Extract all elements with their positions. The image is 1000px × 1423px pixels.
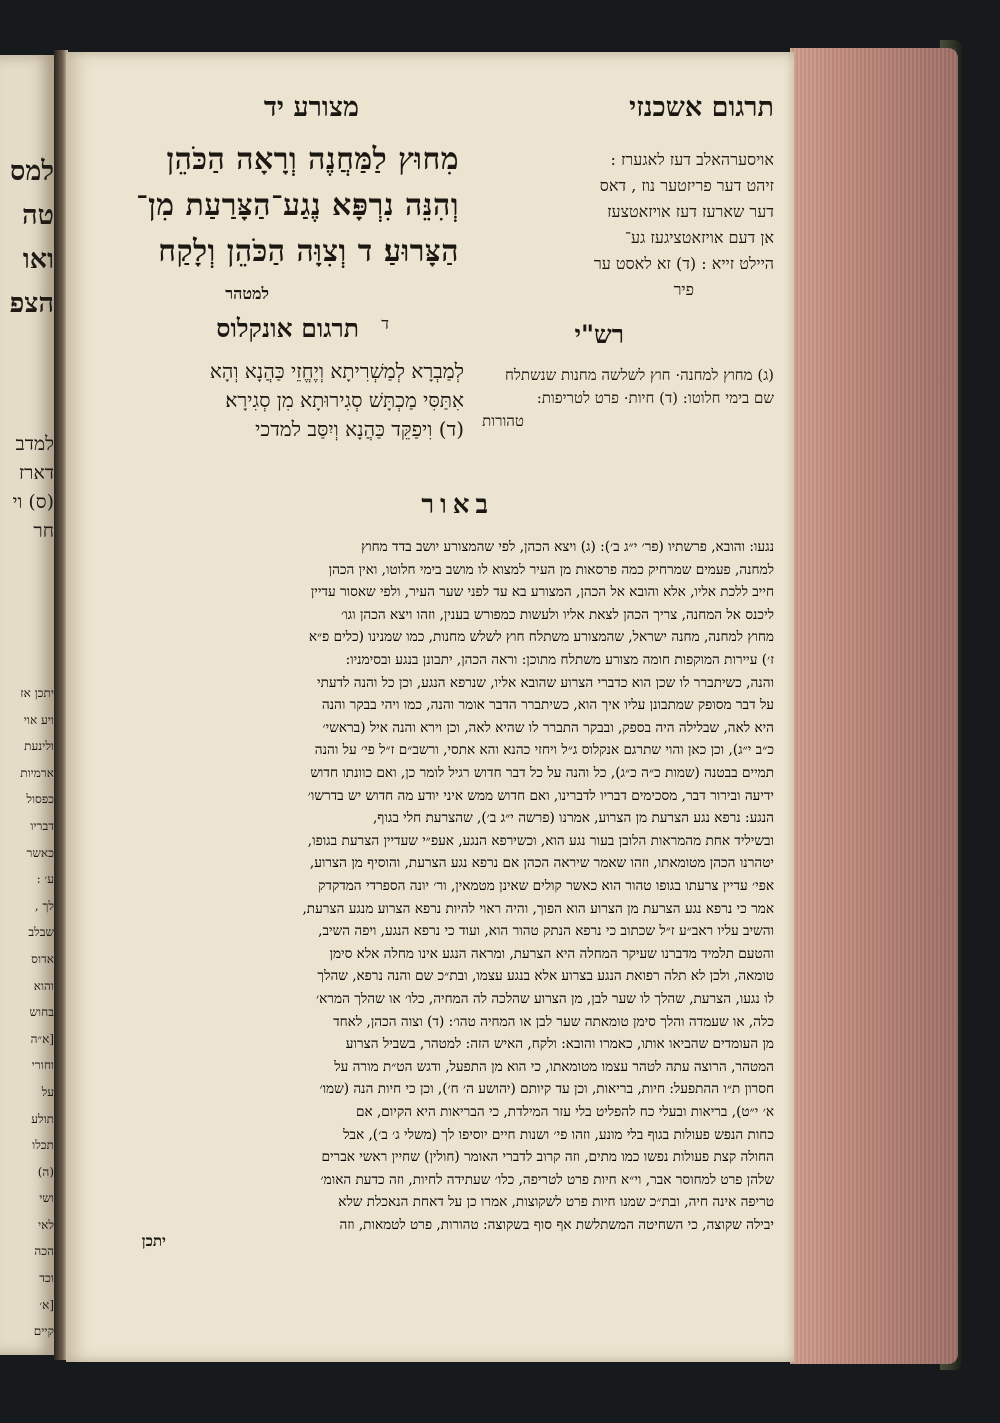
- biur-line: יטהרנו הכהן מטומאתו, וזהו שאמר שיראה הכהן אם נרפא נגע הצרעת, והוסיף מן הצרוע,: [309, 855, 774, 872]
- left-page-line: חר: [33, 520, 54, 542]
- rashi-title: רש"י: [574, 320, 624, 349]
- biur-line: יבילה שקוצה, כי השחיטה המשתלשת אף סוף בשקוצה: טהורות, פרט לטמאות, וזה: [339, 1217, 774, 1233]
- biur-line: תמיים בבטנה (שמות כ״ה כ״ג), כל והנה על כל דבר חדוש רגיל לומר כן, ואם כוונתו חדוש: [310, 765, 774, 781]
- left-page-line: קיים: [33, 1324, 54, 1339]
- yiddish-line: זיהט דער פריזטער נוז , דאס: [599, 176, 774, 195]
- biur-line: מחוץ למחנה, מחנה ישראל, שהמצורע משתלח חוץ לשלש מחנות, כמו שמנינו (כלים פ״א: [308, 629, 774, 646]
- biur-line: על דבר מסופק שמתבונן עליו איך הוא, כשיתברר הדבר אומר והנה, כמו ויהי בבקר והנה: [321, 697, 774, 714]
- left-page-line: שבלב: [28, 925, 54, 940]
- yiddish-line: אויסערהאלב דעז לאגערז :: [610, 150, 774, 169]
- left-page-line: ויע אוי: [23, 712, 54, 727]
- rashi-line: שם בימי חלוטו: (ד) חיות· פרט לטריפות:: [536, 389, 774, 407]
- left-page-line: למדב: [15, 433, 54, 455]
- onkelos-marker: ד: [381, 314, 389, 333]
- biur-line: והשיב עליו ראב״ע ז״ל שכתוב כי נרפא הנתק טהור הוא, ועוד כי נרפא הנגע, ויפה השיב,: [318, 923, 774, 940]
- left-page: [0, 55, 56, 1355]
- left-page-line: וכד: [39, 1271, 54, 1286]
- left-page-line: כפסול: [26, 792, 54, 807]
- onkelos-text: [66, 357, 464, 444]
- biur-line: א׳ י״ט), בריאות ובעלי כח להפליט בלי עזר המילדת, כי הבריאות היא הקיום, אם: [356, 1104, 774, 1120]
- biur-line: כלה, או שעמדה והלך סימן טומאתה שער לבן או המחיה טהו׳: (ד) וצוה הכהן, לאחד: [333, 1013, 774, 1030]
- yiddish-line: היילט זייא : (ד) זא לאסט ער: [593, 254, 774, 273]
- left-page-line: לאי: [38, 1217, 54, 1232]
- yiddish-line: פיר: [673, 280, 694, 299]
- left-page-line: והוא: [33, 978, 54, 993]
- left-page-line: ארמיות: [20, 765, 54, 780]
- biur-line: למחנה, פעמים שמרחיק כמה פרסאות מן העיר למצוא לו מושב בימי חלוטו, ואין הכהן: [328, 561, 774, 578]
- left-page-line: [א״ה: [30, 1031, 54, 1046]
- left-page-line: לך ,: [34, 898, 54, 913]
- verse-catchword: למטהר: [225, 284, 269, 303]
- biur-line: אמר כי נרפא נגע הצרעת מן הצרוע הוא הפוך, והיה ראוי להיות נרפא הצרוע מנגע הצרעת,: [302, 900, 774, 917]
- right-page: [66, 52, 794, 1362]
- biur-line: נגעו: והובא, פרשתיו (פר׳ י״ג ב׳): (ג) ויצא הכהן, לפי שהמצורע יושב בדד מחוץ: [361, 539, 774, 555]
- left-page-commentary-fragment: [2, 680, 54, 1345]
- biur-line: כחות הנפש פעולות בגוף בלי מונע, וזהו פי׳ ושנות חיים יוסיפו לך (משלי ג׳ ב׳), אבל: [343, 1126, 774, 1143]
- biur-line: המטהר, הרוצה עתה לטהר עצמו מטומאתו, כי הוא מן התפעל, ודגש הט״ת מורה על: [334, 1058, 774, 1075]
- left-page-line: ושי: [39, 1191, 54, 1206]
- verse-line: הַצָּרוּעַ׃ ד וְצִוָּה הַכֹּהֵן וְלָקַח: [158, 234, 459, 269]
- biur-line: טריפה אינה חיה, ובת״כ שמנו חיות פרט לשקוצות, אמרו כן על דאחת הנאכלת שלא: [338, 1194, 774, 1211]
- left-page-line: (ס) וי: [12, 491, 54, 513]
- left-page-line: (ה): [37, 1164, 54, 1179]
- header-right-title: תרגום אשכנזי: [629, 92, 774, 123]
- yiddish-line: אן דעם אויזאטציגעז גע־: [624, 228, 774, 247]
- left-page-line: טה: [22, 200, 54, 231]
- biur-line: החולה קצת פעולות נפשו כמו מתים, וזה קרוב לדברי האומר (חולין) שחיין ראשי אברים: [321, 1149, 774, 1166]
- biur-line: שלהן פרט למחוסר אבר, וי״א חיות פרט לטריפה, כלו׳ שעתידה לחיות, וזה כדעת האומ׳: [320, 1171, 774, 1188]
- biur-line: כ״ב י״ג), וכן כאן והוי שתרגם אנקלוס ג״ל ויחזי כהנא והא אתסי, ורשב״ם ז״ל פי׳ על והנה: [314, 742, 774, 759]
- left-page-line: וחורי: [31, 1058, 54, 1073]
- left-page-line: דארז: [18, 462, 54, 484]
- rashi-line: (ג) מחוץ למחנה· חוץ לשלשה מחנות שנשתלח: [505, 366, 774, 384]
- left-page-verse-fragment: [2, 150, 54, 326]
- biur-line: ידיעה ובירור דבר, מסכימים דבריו לדברינו, ואם חדוש ממש איני יודע מה חדוש יש בדרשו׳: [307, 787, 774, 804]
- yiddish-translation: [474, 147, 774, 303]
- rashi-text: [464, 364, 774, 433]
- left-page-line: ואו: [22, 244, 54, 275]
- biur-line: חייב ללכת אליו, אלא והובא אל הכהן, המצורע בא עד לפני שער העיר, ולפי שאסור עדיין: [310, 584, 774, 601]
- biur-title: באור: [421, 490, 494, 520]
- biur-line: היא לאה, שבלילה היה בספק, ובבקר התברר לו שהיא לאה, וכן וירא והנה איל (בראשי׳: [322, 719, 774, 736]
- verse-line: וְהִנֵּה נִרְפָּא נֶגַע־הַצָּרַעַת מִן־: [136, 188, 459, 223]
- left-page-line: תכלו: [32, 1138, 54, 1153]
- left-page-onkelos-fragment: [2, 430, 54, 546]
- header-left-title: מצורע יד: [263, 92, 359, 123]
- left-page-line: ע׳ :: [36, 872, 54, 887]
- biur-line: והנה, כשיתברר לו שכן הוא כדברי הצרוע שהובא אליו, שנרפא הנגע, וכן כל והנה לדעתי: [317, 674, 774, 691]
- left-page-line: הכה: [34, 1244, 54, 1259]
- page-fore-edge: [790, 48, 958, 1364]
- biur-line: חסרון ת״ו ההתפעל: חיות, בריאות, וכן עד קיותם (יהושע ה׳ ח׳), וכן כי חיות הנה (שמו׳: [319, 1081, 774, 1098]
- onkelos-line: לְמַבְרָא לְמַשְׁרִיתָא וְיֶחֱזֵי כַּהֲנָא וְהָא: [209, 359, 464, 383]
- left-page-line: למס: [10, 156, 54, 187]
- left-page-line: על: [41, 1084, 54, 1099]
- left-page-line: [א׳: [39, 1297, 54, 1312]
- biur-line: ובשיליד אחת מהמראות הלובן בעור נגע הוא, וכשירפא הנגע, אעפ״י שעדיין הצרעת בגופו,: [307, 832, 774, 849]
- left-page-line: דבריו: [30, 818, 54, 833]
- biur-line: אפי׳ עדיין צרעתו בגופו טהור הוא כאשר קולים שאינן מטמאין, ור׳ יונה הספרדי המדקדק: [318, 878, 774, 894]
- left-page-line: בחוש: [29, 1005, 54, 1020]
- left-page-line: ולינעת: [24, 739, 54, 754]
- onkelos-line: (ד) וִיפַקֵּד כַּהֲנָא וְיִסַּב למדכי: [255, 417, 464, 441]
- biur-commentary: [84, 534, 774, 1234]
- biur-line: לו נגעו, הצרעת, שהלך לו שער לבן, מן הצרוע שהלכה לה המחיה, כלו׳ או שהלך המרא׳: [316, 991, 774, 1007]
- onkelos-line: אִתַּסִּי מַכְתָּשׁ סְגִירוּתָא מִן סְגִירָא׃: [225, 388, 464, 412]
- verse-text: [69, 137, 459, 275]
- verse-line: מִחוּץ לַמַּחֲנֶה וְרָאָה הַכֹּהֵן: [166, 142, 459, 177]
- left-page-line: הצפ: [9, 288, 54, 319]
- left-page-line: יתכן אז: [20, 686, 54, 700]
- yiddish-line: דער שארעז דעז אויזאטצעז: [607, 202, 774, 221]
- biur-line: הנגע: נרפא נגע הצרעת מן הצרוע, אמרנו (פרשה י״ג ב׳), שהצרעת חלי בגוף,: [372, 810, 774, 827]
- left-page-line: תולע: [31, 1111, 54, 1126]
- page-catchword: יתכן: [141, 1232, 166, 1250]
- left-page-line: כאשר: [26, 845, 54, 860]
- biur-line: טומאה, ולכן לא תלה רפואת הנגע בצרוע אלא בנגע עצמו, ובת״כ שם והנה נרפא, שהלך: [317, 968, 774, 985]
- left-page-line: אדוס: [31, 951, 54, 966]
- biur-line: ליכנס אל המחנה, צריך הכהן לצאת אליו ולעשות כמפורש בענין, וזהו ויצא הכהן וגו׳: [341, 606, 774, 623]
- rashi-line: טהורות: [482, 412, 524, 430]
- biur-line: מן העומדים שהביאו אותו, כאמרו והובא: ולקח, האיש הזה: למטהר, בשביל הצרוע: [345, 1036, 774, 1053]
- biur-line: ז׳) עיירות המוקפות חומה מצורע משתלח מתוכן: וראה הכהן, יתבונן בנגע ובסימניו:: [345, 652, 774, 668]
- onkelos-title: תרגום אונקלוס: [216, 314, 359, 343]
- biur-line: והטעם תלמיד מדברנו שעיקר המחלה היא הצרעת, ומראה הנגע אינו מחלה אלא סימן: [329, 945, 774, 962]
